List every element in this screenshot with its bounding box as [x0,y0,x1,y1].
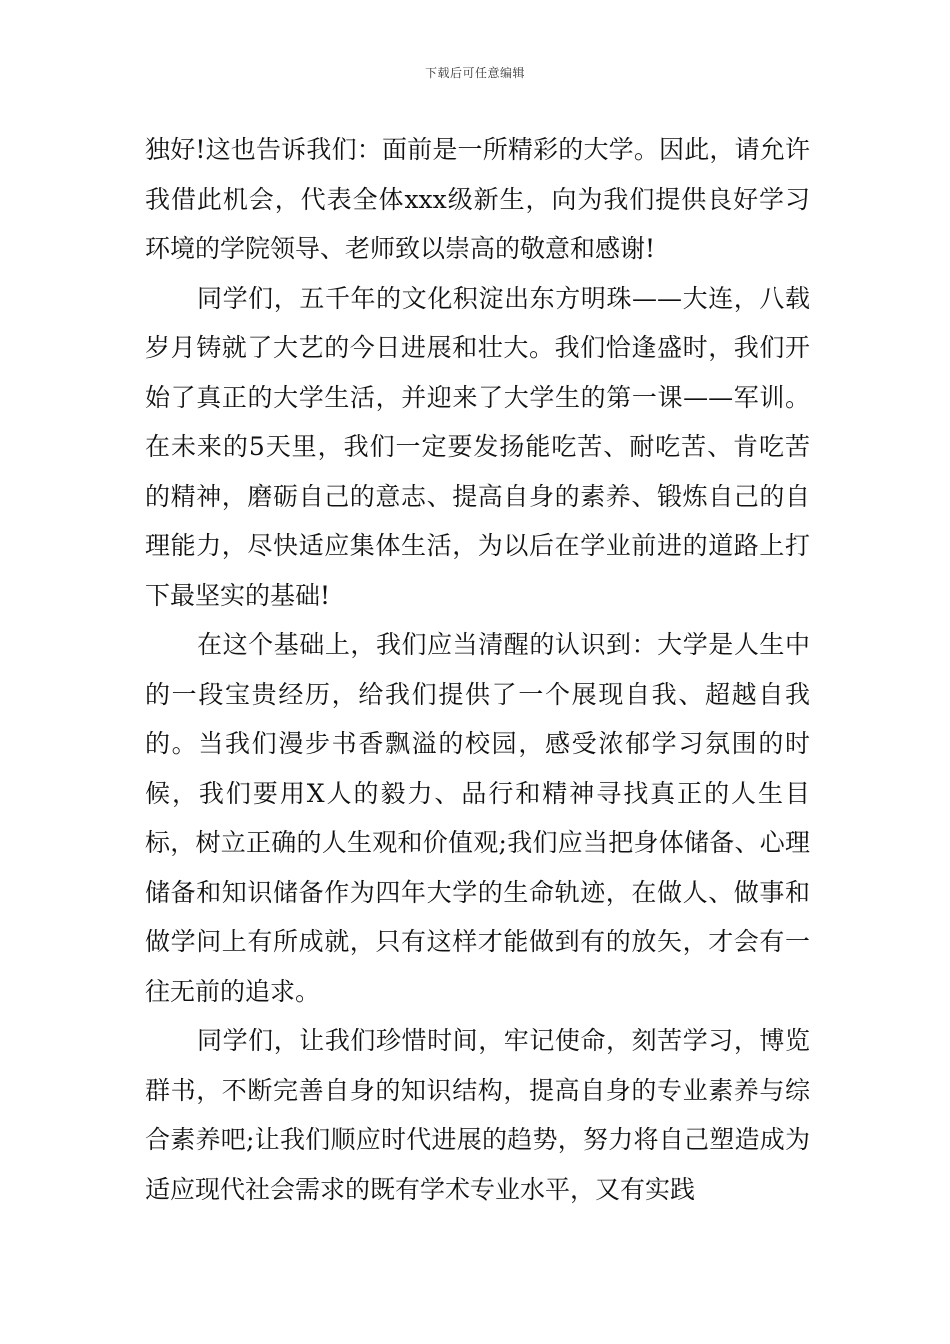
paragraph-1: 独好!这也告诉我们：面前是一所精彩的大学。因此，请允许我借此机会，代表全体xxx级新生，向为我们提供良好学习环境的学院领导、老师致以崇高的敬意和感谢! [145,135,810,263]
body-text [145,125,810,1214]
paragraph-3: 在这个基础上，我们应当清醒的认识到：大学是人生中的一段宝贵经历，给我们提供了一个展现自我、超越自我的。当我们漫步书香飘溢的校园，感受浓郁学习氛围的时候，我们要用X人的毅力、品行和精神寻找真正的人生目标，树立正确的人生观和价值观;我们应当把身体储备、心理储备和知识储备作为四年大学的生命轨迹，在做人、做事和做学问上有所成就，只有这样才能做到有的放矢，才会有一往无前的追求。 [145,630,810,1006]
paragraph-4: 同学们，让我们珍惜时间，牢记使命，刻苦学习，博览群书，不断完善自身的知识结构，提高自身的专业素养与综合素养吧;让我们顺应时代进展的趋势，努力将自己塑造成为适应现代社会需求的既有学术专业水平，又有实践 [145,1026,810,1204]
paragraph-2: 同学们，五千年的文化积淀出东方明珠——大连，八载岁月铸就了大艺的今日进展和壮大。我们恰逢盛时，我们开始了真正的大学生活，并迎来了大学生的第一课——军训。在未来的5天里，我们一定要发扬能吃苦、耐吃苦、肯吃苦的精神，磨砺自己的意志、提高自身的素养、锻炼自己的自理能力，尽快适应集体生活，为以后在学业前进的道路上打下最坚实的基础! [145,283,810,610]
page-header: 下载后可任意编辑 [424,66,525,80]
